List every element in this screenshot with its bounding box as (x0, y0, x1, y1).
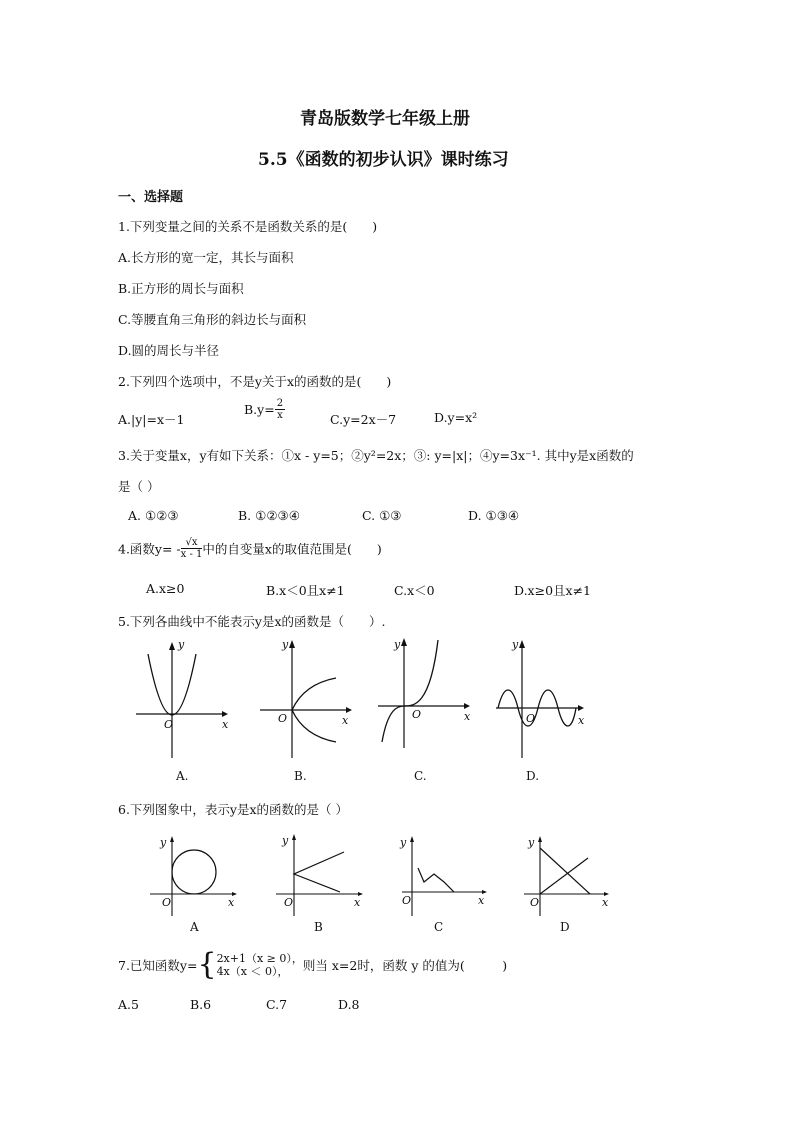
q4-numerator: √x (181, 537, 203, 549)
q5a-y-label: y (178, 638, 185, 651)
q3-option-c: C. ①③ (362, 508, 402, 523)
q1-option-b: B.正方形的周长与面积 (118, 281, 244, 296)
q5-graph-c (374, 636, 478, 760)
q5-label-a: A. (176, 769, 189, 783)
q5a-origin: O (164, 718, 174, 731)
q1-option-a: A.长方形的宽一定，其长与面积 (118, 250, 294, 265)
q3-stem-line1: 3.关于变量x，y有如下关系：①x - y=5；②y²=2x；③: y=|x|；④y=3x⁻¹. 其中y是x函数的 (118, 448, 634, 463)
section-heading: 一、选择题 (118, 190, 184, 205)
q6c-origin: O (402, 894, 412, 907)
q5b-origin: O (278, 712, 288, 725)
q6-stem: 6.下列图象中，表示y是x的函数的是（ ） (118, 802, 349, 817)
q6a-x-label: x (228, 896, 235, 909)
q2-b-numerator: 2 (276, 398, 284, 409)
q6d-origin: O (530, 896, 540, 909)
q2-b-denominator: x (277, 410, 283, 421)
q6-label-a: A (190, 920, 199, 934)
q6-label-d: D (560, 920, 570, 934)
q5c-y-label: y (394, 638, 401, 651)
q6b-y-label: y (282, 834, 289, 847)
q5-label-b: B. (294, 769, 307, 783)
q7-piecewise (217, 952, 303, 978)
q6-graph-b (270, 832, 366, 920)
q5d-origin: O (526, 712, 536, 725)
q2-option-a: A.|y|=x－1 (118, 412, 185, 427)
q5c-origin: O (412, 708, 422, 721)
q2-option-b-fraction (275, 398, 285, 421)
q5-graph-a (130, 636, 230, 760)
q5b-x-label: x (342, 714, 349, 727)
q5a-x-label: x (222, 718, 229, 731)
q4-prefix: 4.函数y= - (118, 541, 181, 557)
q5b-y-label: y (282, 638, 289, 651)
q3-stem-line2: 是（ ） (118, 479, 160, 494)
q4-option-a: A.x≥0 (146, 581, 185, 596)
q4-suffix: 中的自变量x的取值范围是( ) (202, 541, 382, 557)
q6a-origin: O (162, 896, 172, 909)
q7-option-b: B.6 (190, 997, 212, 1012)
q6-graph-c (398, 832, 494, 920)
q7-case2: 4x（x ＜ 0）， (216, 965, 289, 978)
q4-option-b: B.x＜0且x≠1 (266, 583, 345, 598)
q6a-y-label: y (160, 836, 167, 849)
q5c-x-label: x (464, 710, 471, 723)
q2-option-d: D.y=x² (434, 410, 478, 425)
q7-case1: 2x+1（x ≥ 0）， (216, 952, 303, 965)
q2-option-b-prefix: B.y= (244, 402, 275, 417)
q5d-x-label: x (578, 714, 585, 727)
q6-graph-d (518, 832, 614, 920)
q4-fraction (181, 537, 203, 560)
q6-label-b: B (314, 920, 323, 934)
q6-graph-a (144, 832, 240, 920)
q6c-x-label: x (478, 894, 485, 907)
q4-denominator: x - 1 (180, 549, 203, 560)
q7-option-c: C.7 (266, 997, 288, 1012)
q5-label-d: D. (526, 769, 540, 783)
q5d-y-label: y (512, 638, 519, 651)
q2-option-b (244, 398, 285, 421)
q4-option-c: C.x＜0 (394, 583, 435, 598)
q5-stem: 5.下列各曲线中不能表示y是x的函数是（ ）. (118, 614, 386, 629)
q2-stem: 2.下列四个选项中，不是y关于x的函数的是( ) (118, 374, 392, 389)
q2-option-c: C.y=2x－7 (330, 412, 397, 427)
q1-option-c: C.等腰直角三角形的斜边长与面积 (118, 312, 307, 327)
q7-stem (118, 947, 508, 982)
q6b-x-label: x (354, 896, 361, 909)
q6d-x-label: x (602, 896, 609, 909)
q3-option-b: B. ①②③④ (238, 508, 300, 523)
q3-option-d: D. ①③④ (468, 508, 520, 523)
q1-stem: 1.下列变量之间的关系不是函数关系的是( ) (118, 219, 378, 234)
q6d-y-label: y (528, 836, 535, 849)
page-subtitle: 5.5《函数的初步认识》课时练习 (258, 150, 509, 170)
q7-option-a: A.5 (118, 997, 139, 1012)
q6b-origin: O (284, 896, 294, 909)
q1-option-d: D.圆的周长与半径 (118, 343, 220, 358)
q5-graph-b (256, 636, 356, 760)
q6c-y-label: y (400, 836, 407, 849)
q7-left-brace: { (197, 947, 217, 982)
q5-label-c: C. (414, 769, 427, 783)
q5-graph-d (494, 636, 590, 760)
q7-suffix: 则当 x=2时，函数 y 的值为( ) (302, 958, 508, 973)
q4-option-d: D.x≥0且x≠1 (514, 583, 592, 598)
q3-option-a: A. ①②③ (128, 508, 179, 523)
q7-prefix: 7.已知函数y= (118, 958, 198, 973)
q7-option-d: D.8 (338, 997, 360, 1012)
q6-label-c: C (434, 920, 444, 934)
page-title: 青岛版数学七年级上册 (300, 109, 470, 129)
q4-stem (118, 537, 382, 560)
